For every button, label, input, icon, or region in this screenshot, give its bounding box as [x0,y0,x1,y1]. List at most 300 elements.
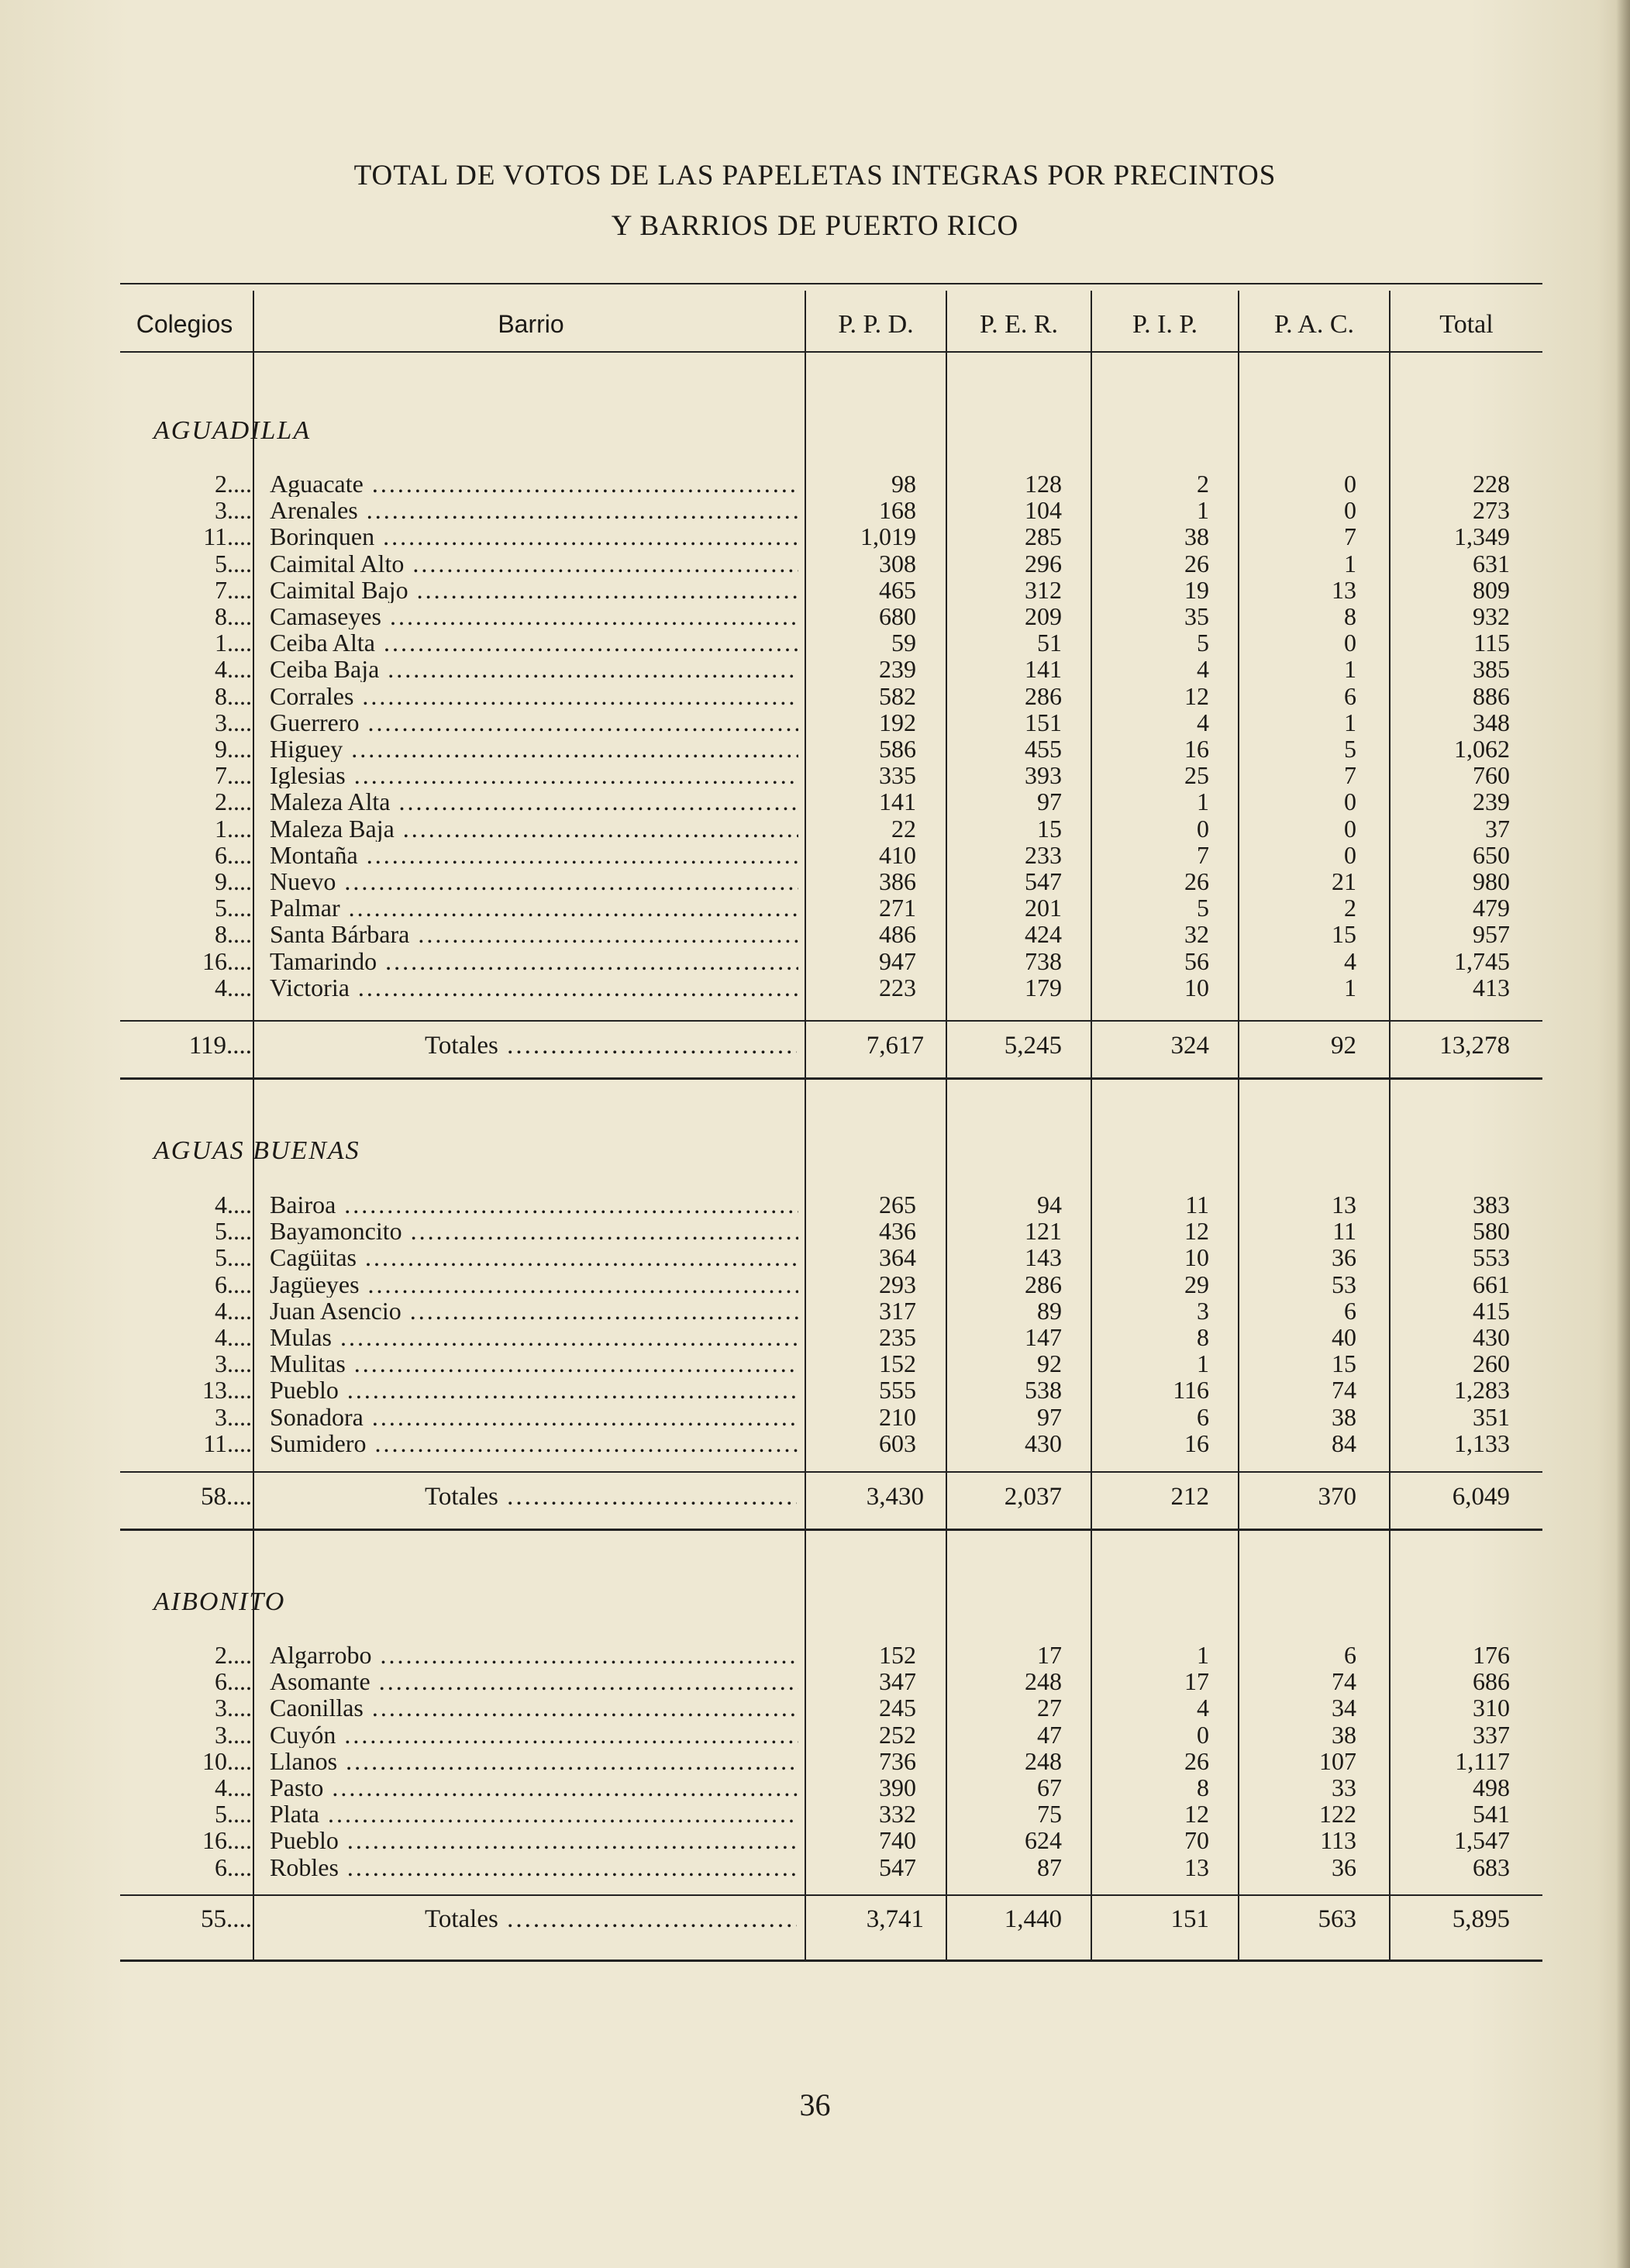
colegios-cell: 5.... [215,1800,252,1829]
pip-cell: 10 [1184,973,1209,1001]
barrio-cell: Victoria ..... [270,974,798,1001]
total-cell: 351 [1473,1402,1510,1431]
colegios-cell: 11.... [203,522,252,551]
pip-cell: 11 [1185,1191,1209,1218]
colegios-cell: 13.... [202,1376,252,1405]
page-number: 36 [799,2087,831,2122]
per-cell: 424 [1025,920,1062,949]
total-cell: 650 [1473,840,1510,869]
colegios-cell: 5.... [215,1243,252,1272]
per-cell: 143 [1025,1243,1062,1272]
total-cell: 683 [1473,1853,1510,1881]
per-cell: 147 [1025,1323,1062,1351]
table-row [0,1377,1630,1403]
pip-cell: 26 [1184,867,1209,895]
ppd-cell: 192 [879,708,916,736]
document-title-line1: TOTAL DE VOTOS DE LAS PAPELETAS INTEGRAS POR PRECINTOS [353,160,1277,191]
ppd-cell: 364 [879,1243,916,1272]
barrio-cell: Juan Asencio ..... [270,1298,798,1324]
barrio-cell: Corrales ..... [270,683,798,709]
colegios-cell: 7.... [215,761,252,790]
ppd-cell: 586 [879,735,916,763]
ppd-cell: 603 [879,1429,916,1457]
colegios-cell: 9.... [215,867,252,895]
colegios-cell: 4.... [215,1296,252,1325]
total-cell: 383 [1473,1191,1510,1218]
ppd-cell: 386 [879,867,916,895]
table-row [0,1244,1630,1270]
ppd-cell: 390 [879,1773,916,1801]
table-row [0,577,1630,603]
barrio-cell: Santa Bárbara ..... [270,921,798,947]
per-cell: 104 [1025,496,1062,525]
section-title-aguas-buenas: AGUAS BUENAS [153,1136,360,1165]
colegios-cell: 4.... [215,1323,252,1351]
pac-cell: 4 [1344,946,1356,975]
table-row [0,1854,1630,1880]
table-row [0,762,1630,788]
pip-cell: 17 [1184,1667,1209,1696]
totals-pip: 151 [1170,1905,1209,1933]
pip-cell: 0 [1197,814,1209,843]
colegios-cell: 3.... [215,1720,252,1749]
table-row [0,1324,1630,1350]
barrio-cell: Caimital Alto ..... [270,550,798,577]
barrio-cell: Iglesias ..... [270,762,798,788]
barrio-cell: Camaseyes ..... [270,603,798,629]
total-cell: 176 [1473,1641,1510,1669]
table-row [0,1722,1630,1748]
barrio-cell: Sumidero ..... [270,1430,798,1456]
table-row [0,1801,1630,1827]
pac-cell: 15 [1332,920,1356,949]
per-cell: 51 [1037,629,1062,657]
totals-colegios: 58.... [201,1483,252,1511]
colegios-cell: 1.... [215,629,252,657]
header-per: P. E. R. [979,310,1059,339]
colegios-cell: 6.... [215,1853,252,1881]
total-cell: 760 [1473,761,1510,790]
total-cell: 1,283 [1454,1376,1510,1405]
ppd-cell: 410 [879,840,916,869]
colegios-cell: 4.... [215,1191,252,1218]
total-cell: 1,062 [1454,735,1510,763]
pip-cell: 26 [1184,1746,1209,1775]
ppd-cell: 486 [879,920,916,949]
colegios-cell: 4.... [215,1773,252,1801]
totals-top-rule [120,1471,1542,1473]
totals-label: Totales ..... [425,1481,797,1512]
pac-cell: 34 [1332,1694,1356,1722]
total-cell: 1,547 [1454,1826,1510,1855]
table-row [0,815,1630,842]
table-row [0,497,1630,523]
ppd-cell: 59 [891,629,916,657]
barrio-cell: Guerrero ..... [270,709,798,736]
table-row [0,842,1630,868]
barrio-cell: Tamarindo ..... [270,948,798,974]
totals-label: Totales ..... [425,1030,797,1061]
pip-cell: 1 [1197,788,1209,816]
pac-cell: 53 [1332,1270,1356,1298]
total-cell: 1,745 [1454,946,1510,975]
totals-total: 13,278 [1439,1032,1510,1060]
pip-cell: 13 [1184,1853,1209,1881]
total-cell: 310 [1473,1694,1510,1722]
table-row [0,736,1630,762]
pac-cell: 6 [1344,681,1356,710]
pip-cell: 0 [1197,1720,1209,1749]
barrio-cell: Llanos ..... [270,1748,798,1774]
pip-cell: 29 [1184,1270,1209,1298]
table-row [0,1191,1630,1218]
total-cell: 1,117 [1455,1746,1510,1775]
ppd-cell: 210 [879,1402,916,1431]
total-cell: 957 [1473,920,1510,949]
total-cell: 415 [1473,1296,1510,1325]
pip-cell: 4 [1197,655,1209,684]
pac-cell: 107 [1319,1746,1356,1775]
ppd-cell: 317 [879,1296,916,1325]
pip-cell: 26 [1184,549,1209,577]
ppd-cell: 271 [879,894,916,922]
totals-row-aibonito [0,1904,1630,1935]
pip-cell: 38 [1184,522,1209,551]
per-cell: 296 [1025,549,1062,577]
per-cell: 89 [1037,1296,1062,1325]
barrio-cell: Cagüitas ..... [270,1244,798,1270]
ppd-cell: 152 [879,1641,916,1669]
pip-cell: 19 [1184,575,1209,604]
table-row [0,1218,1630,1244]
colegios-cell: 5.... [215,894,252,922]
pac-cell: 11 [1332,1217,1356,1246]
pac-cell: 13 [1332,1191,1356,1218]
ppd-cell: 245 [879,1694,916,1722]
barrio-cell: Ceiba Alta ..... [270,629,798,656]
barrio-cell: Ceiba Baja ..... [270,656,798,682]
pac-cell: 38 [1332,1402,1356,1431]
barrio-cell: Algarrobo ..... [270,1642,798,1668]
pip-cell: 4 [1197,708,1209,736]
table-row [0,868,1630,894]
per-cell: 312 [1025,575,1062,604]
colegios-cell: 16.... [202,946,252,975]
pip-cell: 12 [1184,1217,1209,1246]
barrio-cell: Maleza Alta ..... [270,788,798,815]
pac-cell: 36 [1332,1853,1356,1881]
table-row [0,1827,1630,1853]
total-cell: 498 [1473,1773,1510,1801]
table-row [0,709,1630,736]
total-cell: 631 [1473,549,1510,577]
colegios-cell: 8.... [215,602,252,630]
pip-cell: 5 [1197,629,1209,657]
barrio-cell: Borinquen ..... [270,523,798,550]
table-row [0,894,1630,921]
pac-cell: 0 [1344,496,1356,525]
table-row [0,921,1630,947]
per-cell: 75 [1037,1800,1062,1829]
totals-label: Totales ..... [425,1904,797,1935]
section-title-aguadilla: AGUADILLA [153,416,312,445]
ppd-cell: 736 [879,1746,916,1775]
pip-cell: 8 [1197,1773,1209,1801]
colegios-cell: 5.... [215,549,252,577]
pac-cell: 38 [1332,1720,1356,1749]
ppd-cell: 347 [879,1667,916,1696]
colegios-cell: 6.... [215,840,252,869]
section-title-aibonito: AIBONITO [153,1587,286,1616]
per-cell: 430 [1025,1429,1062,1457]
pac-cell: 0 [1344,470,1356,498]
total-cell: 980 [1473,867,1510,895]
pip-cell: 1 [1197,1349,1209,1378]
totals-per: 1,440 [1004,1905,1062,1933]
pac-cell: 33 [1332,1773,1356,1801]
totals-pip: 324 [1170,1032,1209,1060]
total-cell: 260 [1473,1349,1510,1378]
ppd-cell: 436 [879,1217,916,1246]
pac-cell: 21 [1332,867,1356,895]
barrio-cell: Bayamoncito ..... [270,1218,798,1244]
table-row [0,1748,1630,1774]
pip-cell: 12 [1184,1800,1209,1829]
table-row [0,1668,1630,1694]
total-cell: 37 [1485,814,1510,843]
pip-cell: 7 [1197,840,1209,869]
pip-cell: 35 [1184,602,1209,630]
barrio-cell: Robles ..... [270,1854,798,1880]
pip-cell: 32 [1184,920,1209,949]
pac-cell: 113 [1320,1826,1356,1855]
totals-total: 6,049 [1452,1483,1510,1511]
ppd-cell: 293 [879,1270,916,1298]
per-cell: 47 [1037,1720,1062,1749]
total-cell: 413 [1473,973,1510,1001]
pip-cell: 5 [1197,894,1209,922]
ppd-cell: 223 [879,973,916,1001]
pac-cell: 40 [1332,1323,1356,1351]
ppd-cell: 22 [891,814,916,843]
table-row [0,629,1630,656]
document-title-line2: Y BARRIOS DE PUERTO RICO [611,210,1019,242]
pip-cell: 1 [1197,1641,1209,1669]
per-cell: 455 [1025,735,1062,763]
ppd-cell: 947 [879,946,916,975]
pac-cell: 8 [1344,602,1356,630]
colegios-cell: 11.... [203,1429,252,1457]
colegios-cell: 3.... [215,1694,252,1722]
header-barrio: Barrio [498,310,564,338]
pac-cell: 0 [1344,814,1356,843]
ppd-cell: 168 [879,496,916,525]
barrio-cell: Palmar ..... [270,894,798,921]
totals-ppd: 7,617 [866,1032,924,1060]
table-row [0,1774,1630,1801]
table-row [0,974,1630,1001]
ppd-cell: 152 [879,1349,916,1378]
totals-pac: 92 [1331,1032,1356,1060]
per-cell: 141 [1025,655,1062,684]
per-cell: 286 [1025,681,1062,710]
barrio-cell: Nuevo ..... [270,868,798,894]
table-row [0,1404,1630,1430]
ppd-cell: 740 [879,1826,916,1855]
ppd-cell: 1,019 [860,522,916,551]
colegios-cell: 8.... [215,920,252,949]
section-end-rule [120,1077,1542,1080]
table-row [0,1694,1630,1721]
barrio-cell: Caonillas ..... [270,1694,798,1721]
total-cell: 348 [1473,708,1510,736]
totals-pac: 370 [1318,1483,1356,1511]
barrio-cell: Asomante ..... [270,1668,798,1694]
total-cell: 541 [1473,1800,1510,1829]
table-row [0,523,1630,550]
table-row [0,1298,1630,1324]
colegios-cell: 16.... [202,1826,252,1855]
totals-top-rule [120,1894,1542,1896]
totals-row-aguadilla [0,1030,1630,1061]
pip-cell: 3 [1197,1296,1209,1325]
colegios-cell: 5.... [215,1217,252,1246]
pip-cell: 12 [1184,681,1209,710]
per-cell: 121 [1025,1217,1062,1246]
total-cell: 886 [1473,681,1510,710]
totals-pac: 563 [1318,1905,1356,1933]
totals-total: 5,895 [1452,1905,1510,1933]
per-cell: 67 [1037,1773,1062,1801]
total-cell: 479 [1473,894,1510,922]
header-ppd: P. P. D. [838,310,914,339]
table-row [0,603,1630,629]
barrio-cell: Caimital Bajo ..... [270,577,798,603]
totals-colegios: 119.... [188,1032,252,1060]
colegios-cell: 6.... [215,1667,252,1696]
table-row [0,788,1630,815]
pac-cell: 0 [1344,840,1356,869]
table-row [0,550,1630,577]
pac-cell: 0 [1344,629,1356,657]
pip-cell: 8 [1197,1323,1209,1351]
per-cell: 248 [1025,1746,1062,1775]
pac-cell: 7 [1344,761,1356,790]
header-pac: P. A. C. [1274,310,1354,339]
ppd-cell: 582 [879,681,916,710]
pac-cell: 6 [1344,1296,1356,1325]
colegios-cell: 3.... [215,1349,252,1378]
per-cell: 15 [1037,814,1062,843]
ppd-cell: 680 [879,602,916,630]
totals-per: 5,245 [1004,1032,1062,1060]
total-cell: 337 [1473,1720,1510,1749]
pac-cell: 1 [1344,708,1356,736]
pip-cell: 70 [1184,1826,1209,1855]
per-cell: 94 [1037,1191,1062,1218]
per-cell: 201 [1025,894,1062,922]
per-cell: 151 [1025,708,1062,736]
section-end-rule [120,1529,1542,1531]
pac-cell: 1 [1344,549,1356,577]
per-cell: 738 [1025,946,1062,975]
per-cell: 233 [1025,840,1062,869]
barrio-cell: Arenales ..... [270,497,798,523]
table-row [0,470,1630,497]
colegios-cell: 2.... [215,788,252,816]
pac-cell: 74 [1332,1376,1356,1405]
per-cell: 248 [1025,1667,1062,1696]
section-end-rule [120,1960,1542,1962]
colegios-cell: 9.... [215,735,252,763]
per-cell: 286 [1025,1270,1062,1298]
barrio-cell: Pueblo ..... [270,1827,798,1853]
per-cell: 92 [1037,1349,1062,1378]
colegios-cell: 3.... [215,1402,252,1431]
pip-cell: 4 [1197,1694,1209,1722]
ppd-cell: 547 [879,1853,916,1881]
ppd-cell: 335 [879,761,916,790]
pip-cell: 16 [1184,735,1209,763]
pac-cell: 6 [1344,1641,1356,1669]
ppd-cell: 98 [891,470,916,498]
ppd-cell: 252 [879,1720,916,1749]
total-cell: 809 [1473,575,1510,604]
total-cell: 239 [1473,788,1510,816]
total-cell: 273 [1473,496,1510,525]
table-row [0,948,1630,974]
barrio-cell: Maleza Baja ..... [270,815,798,842]
per-cell: 17 [1037,1641,1062,1669]
pac-cell: 7 [1344,522,1356,551]
total-cell: 1,133 [1454,1429,1510,1457]
per-cell: 179 [1025,973,1062,1001]
ppd-cell: 239 [879,655,916,684]
per-cell: 209 [1025,602,1062,630]
table-top-rule [120,283,1542,284]
pac-cell: 1 [1344,973,1356,1001]
pac-cell: 0 [1344,788,1356,816]
pac-cell: 5 [1344,735,1356,763]
per-cell: 538 [1025,1376,1062,1405]
total-cell: 553 [1473,1243,1510,1272]
pip-cell: 25 [1184,761,1209,790]
colegios-cell: 2.... [215,470,252,498]
pip-cell: 2 [1197,470,1209,498]
per-cell: 393 [1025,761,1062,790]
per-cell: 547 [1025,867,1062,895]
total-cell: 115 [1473,629,1510,657]
total-cell: 1,349 [1454,522,1510,551]
per-cell: 97 [1037,1402,1062,1431]
header-colegios: Colegios [136,310,233,338]
total-cell: 385 [1473,655,1510,684]
pac-cell: 36 [1332,1243,1356,1272]
table-row [0,1430,1630,1456]
barrio-cell: Pueblo ..... [270,1377,798,1403]
total-cell: 686 [1473,1667,1510,1696]
barrio-cell: Jagüeyes ..... [270,1271,798,1298]
barrio-cell: Pasto ..... [270,1774,798,1801]
barrio-cell: Higuey ..... [270,736,798,762]
totals-top-rule [120,1020,1542,1022]
totals-ppd: 3,741 [866,1905,924,1933]
pip-cell: 10 [1184,1243,1209,1272]
ppd-cell: 332 [879,1800,916,1829]
total-cell: 661 [1473,1270,1510,1298]
colegios-cell: 3.... [215,496,252,525]
pac-cell: 15 [1332,1349,1356,1378]
